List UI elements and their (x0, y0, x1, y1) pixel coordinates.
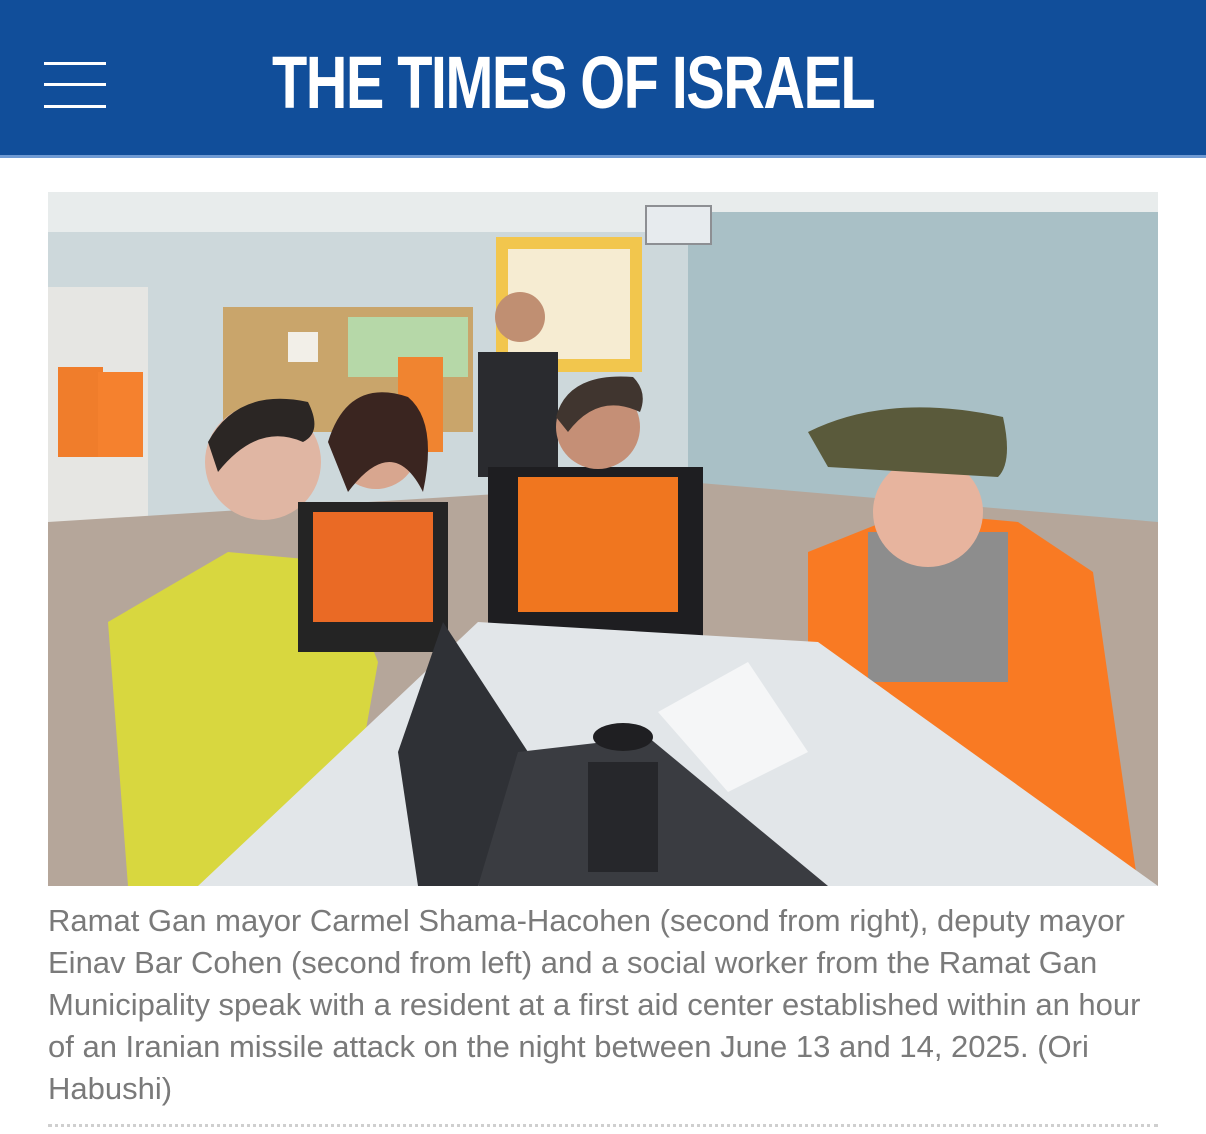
menu-line (44, 83, 106, 86)
menu-line (44, 62, 106, 65)
hamburger-menu-icon[interactable] (40, 58, 108, 114)
photo-illustration (48, 192, 1158, 886)
site-header (0, 0, 1206, 158)
photo-caption: Ramat Gan mayor Carmel Shama-Hacohen (second from right), deputy mayor Einav Bar Cohen (second from left) and a social worker from the Ramat Gan Municipality speak with a resident at a first aid center established within an hour of an Iranian missile attack on the night between June 13 and 14, 2025. (Ori Habushi) (48, 903, 1141, 1106)
menu-line (44, 105, 106, 108)
site-logo[interactable]: THE TIMES OF ISRAEL (272, 41, 875, 124)
divider (48, 1124, 1158, 1127)
article-photo (48, 192, 1158, 886)
